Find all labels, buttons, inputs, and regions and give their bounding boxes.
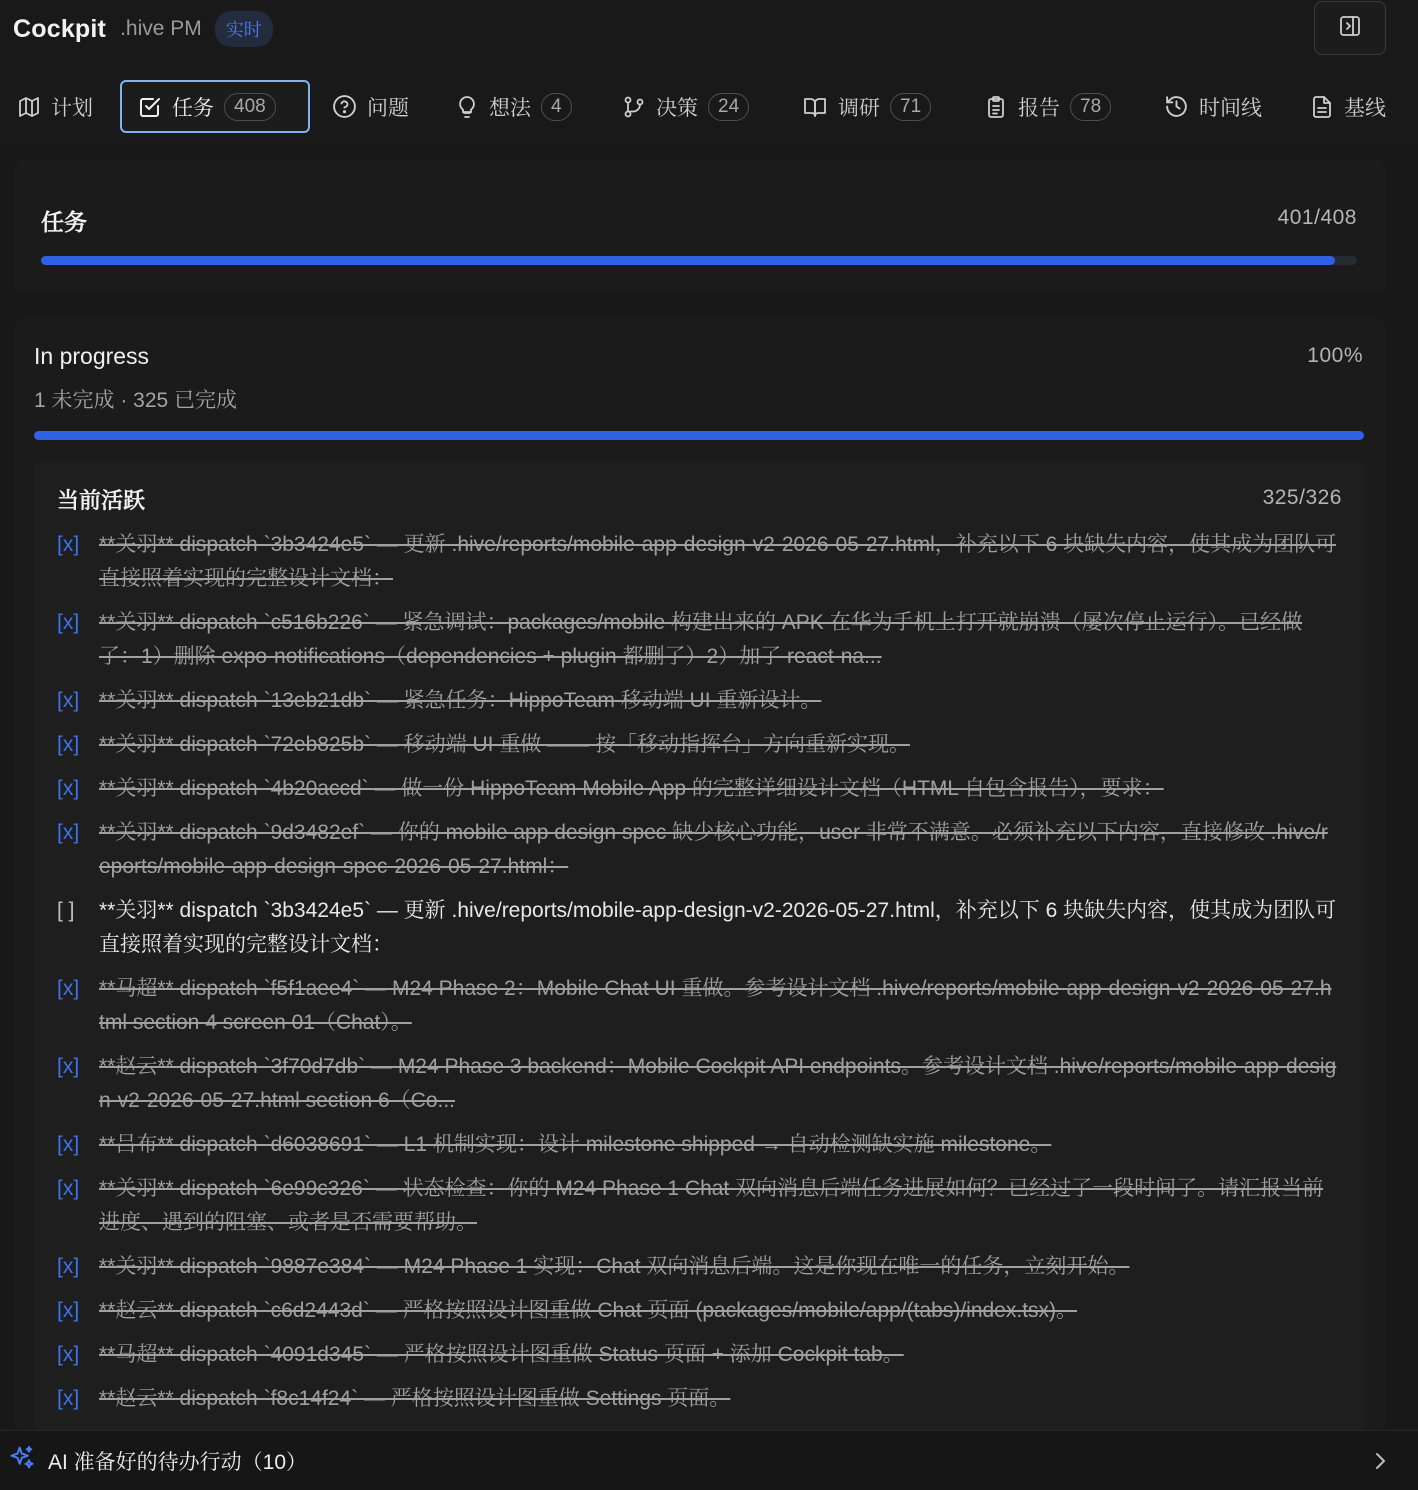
checkbox-icon: [138, 95, 162, 119]
task-text: **关羽** dispatch `13eb21db` — 紧急任务：HippoTeam 移动端 UI 重新设计。: [99, 689, 822, 712]
file-text-icon: [1310, 95, 1334, 119]
task-item[interactable]: [57, 894, 1337, 962]
top-bar: [0, 0, 1418, 58]
in-progress-subtitle: 1 未完成 · 325 已完成: [34, 389, 238, 412]
tab-label: 想法: [489, 96, 531, 120]
task-item[interactable]: [57, 728, 1337, 762]
tab-count-badge: 24: [708, 93, 749, 121]
tab-issues[interactable]: [332, 80, 409, 133]
in-progress-bar: [34, 431, 1364, 440]
tab-label: 调研: [838, 96, 880, 120]
tab-bar: [0, 76, 1418, 138]
tab-label: 计划: [51, 96, 93, 120]
task-item[interactable]: [57, 816, 1337, 884]
task-item[interactable]: [57, 772, 1337, 806]
sidebar-toggle-icon: [1338, 14, 1362, 43]
tab-label: 时间线: [1199, 96, 1262, 120]
task-text: **关羽** dispatch `c516b226` — 紧急调试：packages/mobile 构建出来的 APK 在华为手机上打开就崩溃（屡次停止运行）。已经做了：1）删除 expo-notifications（dependencies + plugin 都删了）2）加了 react-na...: [99, 611, 1303, 668]
task-item[interactable]: [57, 972, 1337, 1040]
tab-label: 基线: [1344, 96, 1386, 120]
task-text: **马超** dispatch `4091d345` — 严格按照设计图重做 Status 页面 + 添加 Cockpit tab。: [99, 1343, 904, 1366]
task-text: **关羽** dispatch `3b3424e5` — 更新 .hive/reports/mobile-app-design-v2-2026-05-27.html，补充以下 6 块缺失内容，使其成为团队可直接照着实现的完整设计文档：: [99, 899, 1337, 956]
task-item[interactable]: [57, 1338, 1337, 1372]
lightbulb-icon: [455, 95, 479, 119]
task-text: **关羽** dispatch `3b3424e5` — 更新 .hive/reports/mobile-app-design-v2-2026-05-27.html，补充以下 6 块缺失内容，使其成为团队可直接照着实现的完整设计文档：: [99, 533, 1337, 590]
tab-research[interactable]: [802, 80, 931, 133]
task-checkbox[interactable]: [x]: [57, 1055, 80, 1078]
task-checkbox[interactable]: [x]: [57, 1177, 80, 1200]
task-text: **吕布** dispatch `d6038691` — L1 机制实现：设计 milestone shipped → 自动检测缺实施 milestone。: [99, 1133, 1052, 1156]
task-checkbox[interactable]: [x]: [57, 977, 80, 1000]
tab-ideas[interactable]: [455, 80, 572, 133]
git-branch-icon: [622, 95, 646, 119]
app-title: Cockpit: [13, 14, 107, 43]
tab-reports[interactable]: [984, 80, 1111, 133]
task-text: **关羽** dispatch `6e99c326` — 状态检查：你的 M24 Phase 1 Chat 双向消息后端任务进展如何？已经过了一段时间了。请汇报当前进度、遇到的阻塞、或者是否需要帮助。: [99, 1177, 1324, 1234]
task-item[interactable]: [57, 1128, 1337, 1162]
task-checkbox[interactable]: [x]: [57, 1343, 80, 1366]
tab-label: 任务: [172, 96, 214, 120]
task-text: **关羽** dispatch `72eb825b` — 移动端 UI 重做 —— 按「移动指挥台」方向重新实现。: [99, 733, 910, 756]
active-title: 当前活跃: [57, 488, 146, 513]
task-checkbox[interactable]: [x]: [57, 1387, 80, 1410]
task-list[interactable]: [57, 528, 1337, 1428]
task-text: **赵云** dispatch `3f70d7db` — M24 Phase 3 backend：Mobile Cockpit API endpoints。参考设计文档 .hive/reports/mobile-app-design-v2-2026-05-27.html section 6（Co...: [99, 1055, 1337, 1112]
question-circle-icon: [332, 94, 357, 119]
tab-timeline[interactable]: [1164, 80, 1262, 133]
in-progress-title: In progress: [34, 343, 150, 369]
tab-tasks[interactable]: [120, 80, 310, 133]
task-item[interactable]: [57, 1172, 1337, 1240]
tab-count-badge: 408: [224, 93, 276, 121]
task-checkbox[interactable]: [x]: [57, 533, 80, 556]
tab-label: 问题: [367, 96, 409, 120]
summary-count: 401/408: [1277, 206, 1357, 229]
summary-progress-bar: [41, 256, 1357, 265]
book-open-icon: [802, 95, 828, 119]
ai-actions-label: AI 准备好的待办行动（10）: [48, 1450, 308, 1474]
history-icon: [1164, 94, 1189, 119]
task-text: **赵云** dispatch `f8c14f24` — 严格按照设计图重做 Settings 页面。: [99, 1387, 731, 1410]
task-text: **关羽** dispatch `4b20accd` — 做一份 HippoTeam Mobile App 的完整详细设计文档（HTML 自包含报告），要求：: [99, 777, 1164, 800]
tab-baseline[interactable]: [1310, 80, 1386, 133]
task-checkbox[interactable]: [x]: [57, 1299, 80, 1322]
sparkles-icon: [8, 1444, 36, 1477]
task-text: **关羽** dispatch `9d3482ef` — 你的 mobile app design spec 缺少核心功能，user 非常不满意。必须补充以下内容，直接修改 .hive/reports/mobile-app-design-spec-2026-05-27.html：: [99, 821, 1328, 878]
tab-count-badge: 4: [541, 93, 572, 121]
tab-decisions[interactable]: [622, 80, 749, 133]
tab-label: 报告: [1018, 96, 1060, 120]
chevron-right-icon[interactable]: [1372, 1451, 1388, 1476]
tasks-summary-card: [14, 160, 1386, 292]
task-checkbox[interactable]: [x]: [57, 821, 80, 844]
task-item[interactable]: [57, 528, 1337, 596]
task-text: **关羽** dispatch `9887e384` — M24 Phase 1 实现：Chat 双向消息后端。这是你现在唯一的任务，立刻开始。: [99, 1255, 1130, 1278]
task-checkbox[interactable]: [x]: [57, 611, 80, 634]
task-text: **赵云** dispatch `c6d2443d` — 严格按照设计图重做 Chat 页面 (packages/mobile/app/(tabs)/index.tsx)。: [99, 1299, 1078, 1322]
active-count: 325/326: [1262, 486, 1342, 509]
task-checkbox[interactable]: [x]: [57, 1133, 80, 1156]
task-item[interactable]: [57, 1294, 1337, 1328]
task-text: **马超** dispatch `f5f1aee4` — M24 Phase 2：Mobile Chat UI 重做。参考设计文档 .hive/reports/mobile-app-design-v2-2026-05-27.html section 4 screen 01（Chat）。: [99, 977, 1332, 1034]
task-checkbox[interactable]: [x]: [57, 777, 80, 800]
tab-count-badge: 71: [890, 93, 931, 121]
task-checkbox[interactable]: [ ]: [57, 899, 75, 922]
tab-label: 决策: [656, 96, 698, 120]
task-item[interactable]: [57, 1050, 1337, 1118]
task-checkbox[interactable]: [x]: [57, 689, 80, 712]
in-progress-fill: [34, 431, 1364, 440]
task-item[interactable]: [57, 1382, 1337, 1416]
ai-actions-bar[interactable]: [0, 1430, 1418, 1490]
in-progress-percent: 100%: [1307, 344, 1363, 367]
tab-plan[interactable]: [17, 80, 93, 133]
map-icon: [17, 95, 41, 119]
tab-count-badge: 78: [1070, 93, 1111, 121]
task-checkbox[interactable]: [x]: [57, 733, 80, 756]
task-item[interactable]: [57, 606, 1337, 674]
toggle-panel-button[interactable]: [1314, 1, 1386, 55]
summary-progress-fill: [41, 256, 1335, 265]
task-item[interactable]: [57, 684, 1337, 718]
summary-title: 任务: [41, 209, 87, 235]
task-item[interactable]: [57, 1250, 1337, 1284]
task-checkbox[interactable]: [x]: [57, 1255, 80, 1278]
live-badge: 实时: [215, 11, 273, 47]
clipboard-icon: [984, 95, 1008, 119]
project-name: .hive PM: [120, 17, 202, 40]
